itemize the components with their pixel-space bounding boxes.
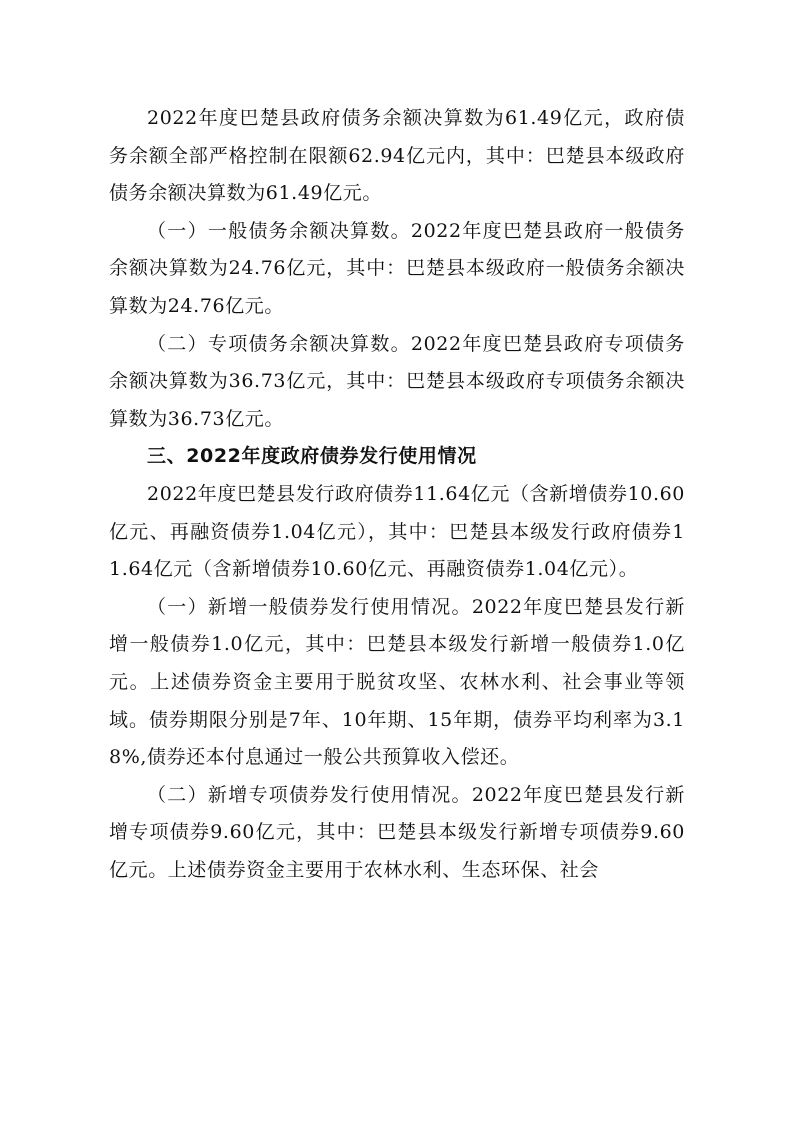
paragraph-debt-balance: 2022年度巴楚县政府债务余额决算数为61.49亿元，政府债务余额全部严格控制在限额62.94亿元内，其中：巴楚县本级政府债务余额决算数为61.49亿元。 (109, 107, 685, 205)
paragraph-special-debt-balance: （二）专项债务余额决算数。2022年度巴楚县政府专项债务余额决算数为36.73亿元，其中：巴楚县本级政府专项债务余额决算数为36.73亿元。 (109, 332, 685, 430)
section-heading-bond-issuance: 三、2022年度政府债券发行使用情况 (147, 445, 477, 468)
paragraph-bond-issuance-total: 2022年度巴楚县发行政府债券11.64亿元（含新增债券10.60亿元、再融资债券1.04亿元），其中：巴楚县本级发行政府债券11.64亿元（含新增债券10.60亿元、再融资债券1.04亿元）。 (109, 482, 685, 581)
paragraph-general-bond-usage: （一）新增一般债券发行使用情况。2022年度巴楚县发行新增一般债券1.0亿元，其中：巴楚县本级发行新增一般债券1.0亿元。上述债券资金主要用于脱贫攻坚、农林水利、社会事业等领域。债券期限分别是7年、10年期、15年期，债券平均利率为3.18%,债券还本付息通过一般公共预算收入偿还。 (109, 595, 685, 769)
paragraph-general-debt-balance: （一）一般债务余额决算数。2022年度巴楚县政府一般债务余额决算数为24.76亿元，其中：巴楚县本级政府一般债务余额决算数为24.76亿元。 (109, 219, 685, 317)
document-page (109, 100, 685, 889)
paragraph-special-bond-usage: （二）新增专项债券发行使用情况。2022年度巴楚县发行新增专项债券9.60亿元，其中：巴楚县本级发行新增专项债券9.60亿元。上述债券资金主要用于农林水利、生态环保、社会 (109, 783, 685, 881)
